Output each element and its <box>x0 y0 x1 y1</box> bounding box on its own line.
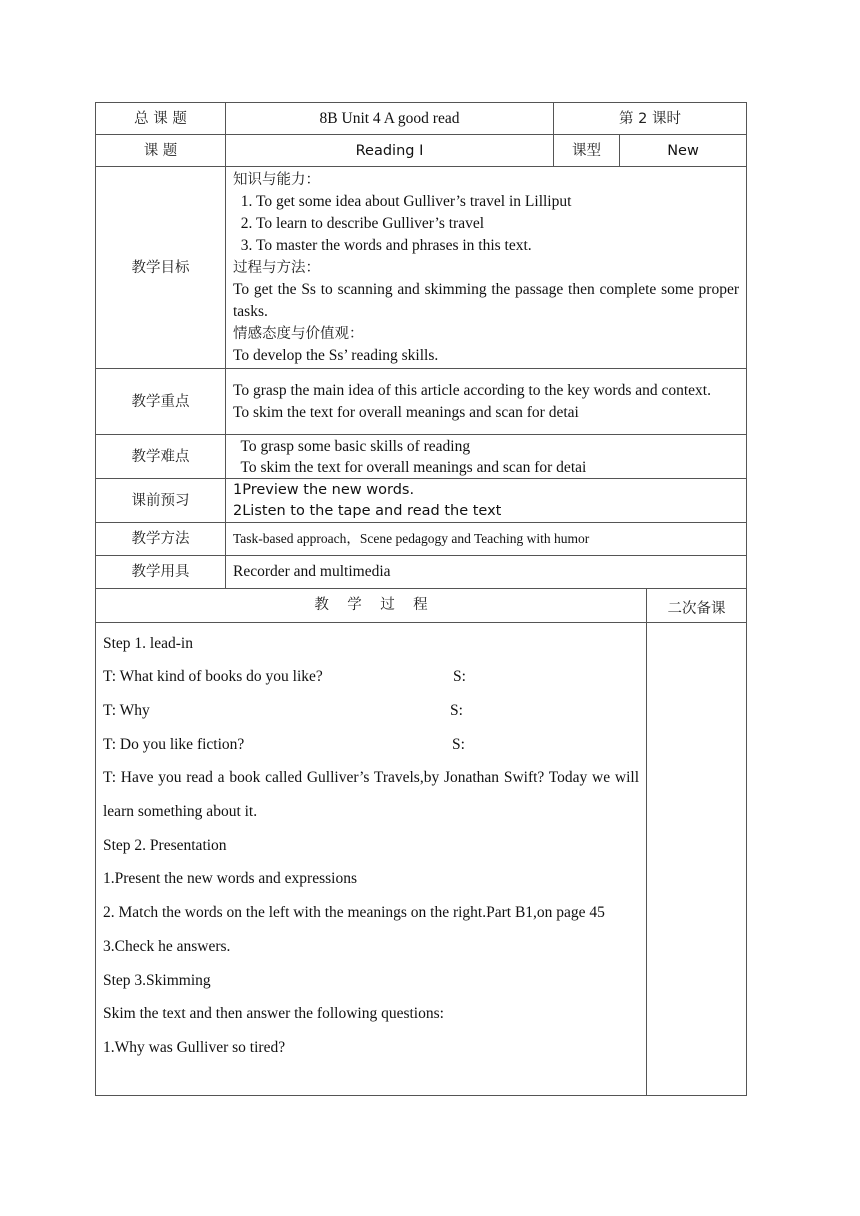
lesson-value: Reading I <box>226 135 554 167</box>
difficulties-content <box>226 435 747 479</box>
difficulty-line: To skim the text for overall meanings and scan for detai <box>233 458 587 476</box>
second-prep-heading: 二次备课 <box>647 589 747 622</box>
dialogue-line: T: Have you read a book called Gulliver’s Travels,by Jonathan Swift? Today we will learn something about it. <box>103 769 639 821</box>
period-label: 第 2 课时 <box>554 103 747 135</box>
preview-line: 2Listen to the tape and read the text <box>233 502 502 519</box>
topic-label: 总 课 题 <box>96 103 226 135</box>
process-item: 1.Present the new words and expressions <box>103 870 357 888</box>
process-item: 3.Check he answers. <box>103 937 231 955</box>
step-heading: Step 2. Presentation <box>103 836 227 854</box>
objectives-content <box>226 167 747 369</box>
emotion-text: To develop the Ss’ reading skills. <box>233 346 439 364</box>
dialogue-line <box>103 728 639 762</box>
preview-content <box>226 479 747 523</box>
type-label: 课型 <box>554 135 620 167</box>
process-table <box>95 589 747 1096</box>
second-prep-column <box>647 622 747 1095</box>
type-value: New <box>620 135 747 167</box>
process-heading: 过程与方法： <box>233 259 320 276</box>
dialogue-line <box>103 694 639 728</box>
emotion-heading: 情感态度与价值观： <box>233 325 364 342</box>
preview-label: 课前预习 <box>96 479 226 523</box>
methods-label: 教学方法 <box>96 523 226 556</box>
knowledge-item: 1. To get some idea about Gulliver’s travel in Lilliput <box>233 192 572 210</box>
process-item: 2. Match the words on the left with the meanings on the right.Part B1,on page 45 <box>103 904 605 922</box>
difficulty-line: To grasp some basic skills of reading <box>233 437 471 455</box>
lesson-plan <box>95 102 746 1096</box>
lesson-info-table <box>95 102 747 589</box>
student-answer-label: S: <box>453 668 466 686</box>
dialogue-line <box>103 660 639 694</box>
tools-label: 教学用具 <box>96 556 226 589</box>
process-item: 1.Why was Gulliver so tired? <box>103 1038 286 1056</box>
teacher-question: T: What kind of books do you like? <box>103 668 323 686</box>
step-heading: Step 3.Skimming <box>103 971 211 989</box>
knowledge-item: 2. To learn to describe Gulliver’s travel <box>233 214 485 232</box>
student-answer-label: S: <box>452 735 465 753</box>
knowledge-item: 3. To master the words and phrases in this text. <box>233 236 532 254</box>
process-heading: 教 学 过 程 <box>96 589 647 622</box>
key-point-line: To skim the text for overall meanings and scan for detai <box>233 403 579 421</box>
tools-value: Recorder and multimedia <box>226 556 747 589</box>
objectives-label: 教学目标 <box>96 167 226 369</box>
knowledge-heading: 知识与能力： <box>233 171 320 188</box>
preview-line: 1Preview the new words. <box>233 481 415 498</box>
step-heading: Step 1. lead-in <box>103 634 193 652</box>
key-point-line: To grasp the main idea of this article according to the key words and context. <box>233 381 711 399</box>
lesson-label: 课 题 <box>96 135 226 167</box>
methods-value: Task-based approach，Scene pedagogy and Teaching with humor <box>226 523 747 556</box>
student-answer-label: S: <box>450 701 463 719</box>
key-points-label: 教学重点 <box>96 369 226 435</box>
difficulties-label: 教学难点 <box>96 435 226 479</box>
process-body <box>96 622 647 1095</box>
topic-value: 8B Unit 4 A good read <box>226 103 554 135</box>
process-item: Skim the text and then answer the following questions: <box>103 1005 444 1023</box>
teacher-question: T: Do you like fiction? <box>103 735 245 753</box>
key-points-content <box>226 369 747 435</box>
teacher-question: T: Why <box>103 701 150 719</box>
process-text: To get the Ss to scanning and skimming the passage then complete some proper tasks. <box>233 280 740 320</box>
